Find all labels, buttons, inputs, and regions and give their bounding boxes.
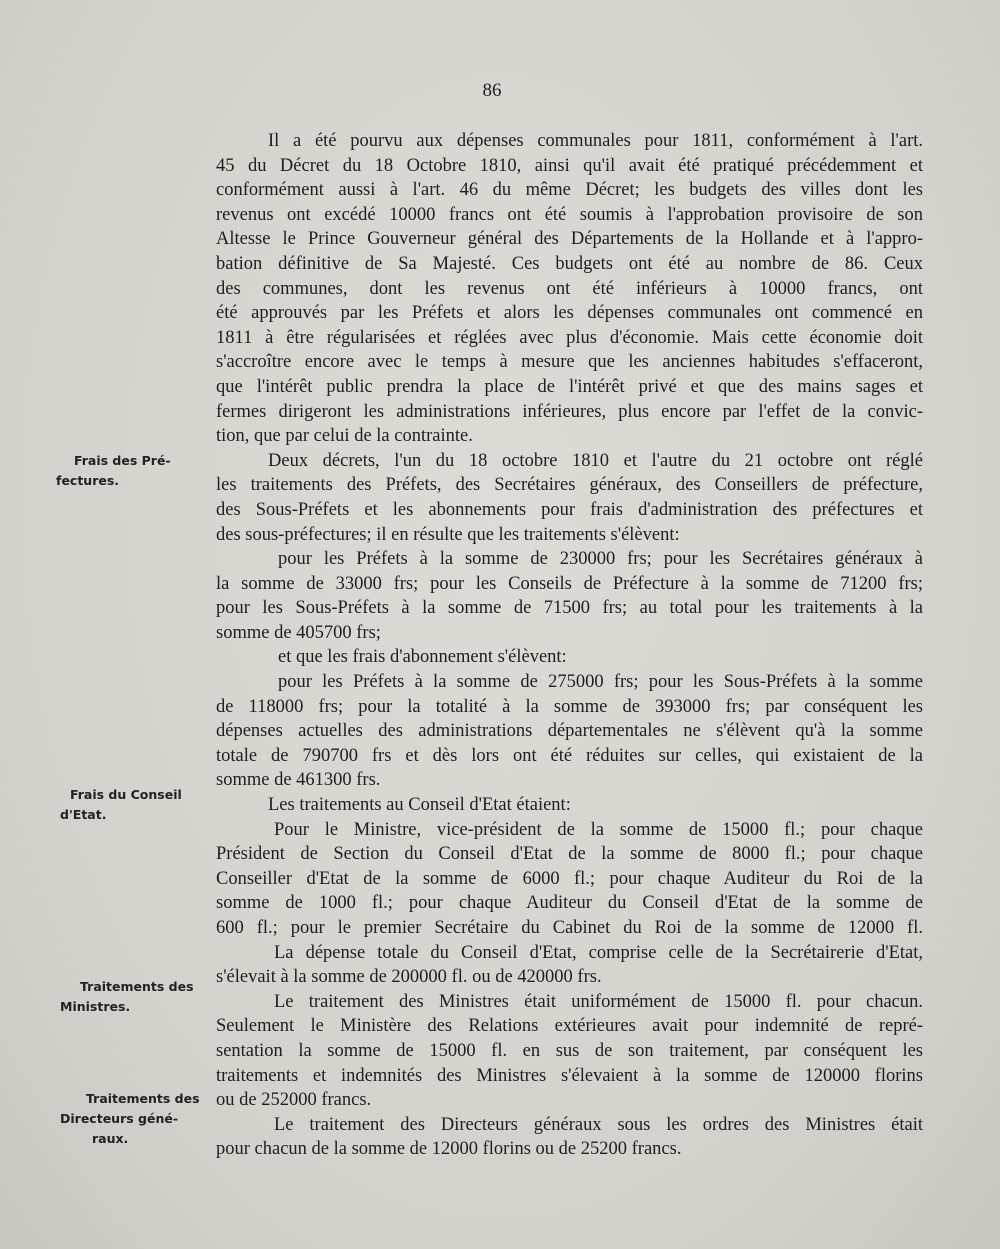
text-line: s'élevait à la somme de 200000 fl. ou de 420000 frs. <box>216 967 602 988</box>
text-line: et que les frais d'abonnement s'élèvent: <box>278 647 567 668</box>
text-line: pour les Sous-Préfets à la somme de 71500 frs; au total pour les traitements à la <box>216 598 923 619</box>
text-line: somme de 461300 frs. <box>216 770 381 791</box>
paragraph-communal-expenses <box>216 129 923 449</box>
text-line: pour chacun de la somme de 12000 florins ou de 25200 francs. <box>216 1139 682 1160</box>
paragraph-conseil-total <box>216 941 923 990</box>
text-line: des Sous-Préfets et les abonnements pour frais d'administration des préfectures et <box>216 499 923 520</box>
text-line: traitements et indemnités des Ministres s'élevaient à la somme de 120000 florins <box>216 1065 923 1086</box>
text-line: Le traitement des Ministres était uniformément de 15000 fl. pour chacun. <box>274 991 923 1012</box>
text-line: la somme de 33000 frs; pour les Conseils de Préfecture à la somme de 71200 frs; <box>216 573 923 594</box>
text-line: Les traitements au Conseil d'Etat étaient: <box>268 795 571 816</box>
paragraph-conseil-intro <box>216 793 923 818</box>
text-line: La dépense totale du Conseil d'Etat, comprise celle de la Secrétairerie d'Etat, <box>274 942 923 963</box>
text-line: de 118000 frs; pour la totalité à la somme de 393000 frs; par conséquent les <box>216 696 923 717</box>
text-line: conformément aussi à l'art. 46 du même Décret; les budgets des villes dont les <box>216 180 923 201</box>
paragraph-ministres <box>216 990 923 1113</box>
body-text <box>216 129 923 1162</box>
text-line: s'accroître encore avec le temps à mesure que les anciennes habitudes s'effaceront, <box>216 352 923 373</box>
paragraph-prefecture-salaries <box>216 547 923 645</box>
text-line: ou de 252000 francs. <box>216 1090 372 1111</box>
margin-note-frais-conseil <box>54 785 204 825</box>
paragraph-conseil-salaries <box>216 818 923 941</box>
text-line: Il a été pourvu aux dépenses communales pour 1811, conformément à l'art. <box>268 131 923 151</box>
margin-note-line: Directeurs géné- <box>60 1111 179 1126</box>
text-line: Deux décrets, l'un du 18 octobre 1810 et l'autre du 21 octobre ont réglé <box>268 450 923 471</box>
text-line: sentation la somme de 15000 fl. en sus de son traitement, par conséquent les <box>216 1040 923 1061</box>
text-line: pour les Préfets à la somme de 275000 frs; pour les Sous-Préfets à la somme <box>278 672 923 693</box>
margin-note-line: Traitements des <box>86 1091 200 1106</box>
paragraph-directeurs <box>216 1113 923 1162</box>
text-line: que l'intérêt public prendra la place de l'intérêt privé et que des mains sages et <box>216 376 923 397</box>
text-line: bation définitive de Sa Majesté. Ces budgets ont été au nombre de 86. Ceux <box>216 253 923 274</box>
text-line: 1811 à être régularisées et réglées avec plus d'économie. Mais cette économie doit <box>216 327 923 348</box>
paragraph-prefecture-decrees <box>216 449 923 547</box>
text-line: revenus ont excédé 10000 francs ont été soumis à l'approbation provisoire de son <box>216 204 923 225</box>
margin-note-frais-prefectures <box>54 451 204 491</box>
text-line: été approuvés par les Préfets et alors les dépenses communales ont commencé en <box>216 303 923 324</box>
text-line: fermes dirigeront les administrations inférieures, plus encore par l'effet de la convic- <box>216 401 923 422</box>
margin-note-line: Frais du Conseil <box>70 787 182 802</box>
text-line: Président de Section du Conseil d'Etat de la somme de 8000 fl.; pour chaque <box>216 844 923 865</box>
text-line: Conseiller d'Etat de la somme de 6000 fl.; pour chaque Auditeur du Roi de la <box>216 868 923 889</box>
text-line: Seulement le Ministère des Relations extérieures avait pour indemnité de repré- <box>216 1016 923 1037</box>
margin-note-line: Ministres. <box>60 999 131 1014</box>
margin-note-line: d'Etat. <box>60 807 107 822</box>
text-line: des communes, dont les revenus ont été inférieurs à 10000 francs, ont <box>216 278 923 299</box>
margin-note-line: Traitements des <box>80 979 194 994</box>
margin-note-traitements-ministres <box>54 977 204 1017</box>
margin-note-line: raux. <box>92 1131 129 1146</box>
text-line: des sous-préfectures; il en résulte que les traitements s'élèvent: <box>216 524 680 545</box>
text-line: Pour le Ministre, vice-président de la somme de 15000 fl.; pour chaque <box>274 819 923 840</box>
paragraph-subscription-costs <box>216 670 923 793</box>
text-line: totale de 790700 frs et dès lors ont été réduites sur celles, qui existaient de la <box>216 745 923 766</box>
text-line: pour les Préfets à la somme de 230000 frs; pour les Secrétaires généraux à <box>278 549 923 570</box>
text-line: tion, que par celui de la contrainte. <box>216 426 473 447</box>
text-line: somme de 405700 frs; <box>216 622 381 643</box>
text-line: 45 du Décret du 18 Octobre 1810, ainsi qu'il avait été pratiqué précédemment et <box>216 155 923 176</box>
text-line: dépenses actuelles des administrations départementales ne s'élèvent qu'à la somme <box>216 721 923 742</box>
margin-note-line: Frais des Pré- <box>74 453 171 468</box>
margin-note-traitements-directeurs <box>54 1089 204 1149</box>
text-line: somme de 1000 fl.; pour chaque Auditeur du Conseil d'Etat de la somme de <box>216 893 923 914</box>
text-line: Le traitement des Directeurs généraux sous les ordres des Ministres était <box>274 1114 923 1135</box>
text-line: 600 fl.; pour le premier Secrétaire du Cabinet du Roi de la somme de 12000 fl. <box>216 918 923 938</box>
text-line: Altesse le Prince Gouverneur général des Départements de la Hollande et à l'appro- <box>216 229 923 250</box>
paragraph-subscription-intro <box>216 645 923 670</box>
margin-note-line: fectures. <box>56 473 120 488</box>
page-number: 86 <box>482 80 502 101</box>
text-line: les traitements des Préfets, des Secrétaires généraux, des Conseillers de préfecture, <box>216 475 923 496</box>
